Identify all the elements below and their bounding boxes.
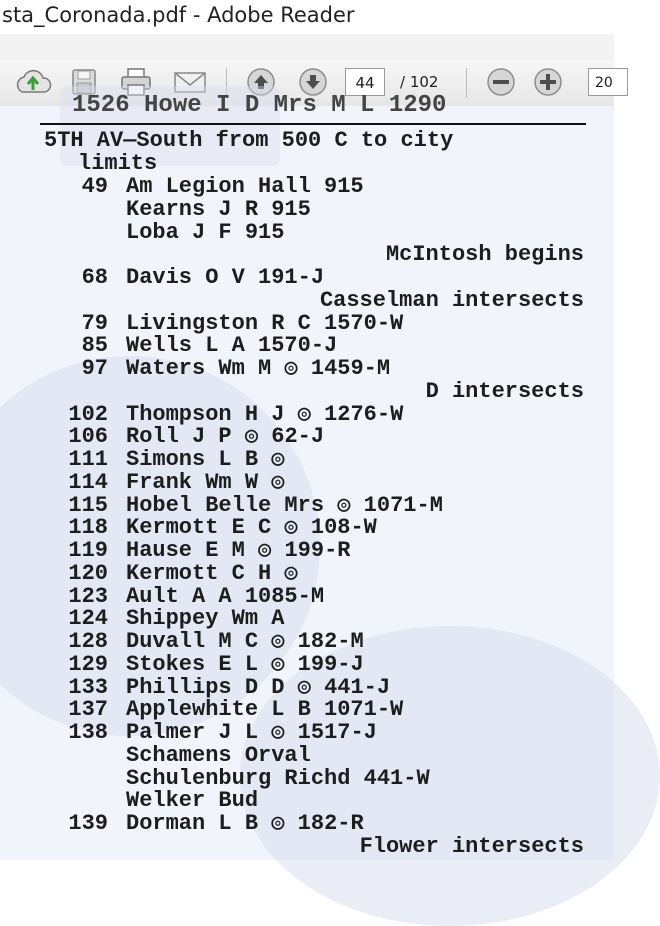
page-count: 102 bbox=[409, 73, 439, 91]
resident-name: Davis O V 191-J bbox=[126, 265, 325, 290]
house-number: 138 bbox=[68, 720, 108, 745]
house-number: 115 bbox=[68, 492, 108, 518]
house-number: 139 bbox=[68, 811, 108, 836]
resident-name: Loba J F 915 bbox=[126, 219, 285, 245]
cloud-upload-button[interactable] bbox=[12, 66, 54, 98]
resident-name: Kermott C H ◎ bbox=[126, 560, 298, 586]
resident-name: Welker Bud bbox=[126, 788, 259, 814]
house-number: 85 bbox=[81, 333, 108, 359]
resident-name: Schamens Orval bbox=[126, 742, 311, 768]
resident-name: Ault A A 1085-M bbox=[126, 583, 325, 609]
resident-name: Duvall M C ◎ 182-M bbox=[126, 629, 364, 654]
house-number: 120 bbox=[68, 560, 108, 586]
house-number: 68 bbox=[81, 265, 108, 290]
intersection-note: Flower intersects bbox=[359, 833, 584, 859]
window-titlebar bbox=[0, 0, 614, 34]
page-total bbox=[400, 73, 438, 91]
resident-name: Roll J P ◎ 62-J bbox=[126, 424, 325, 450]
resident-name: Stokes E L ◎ 199-J bbox=[126, 651, 364, 677]
cloud-upload-icon bbox=[13, 67, 53, 97]
resident-name: Am Legion Hall 915 bbox=[126, 174, 364, 199]
resident-name: Hause E M ◎ 199-R bbox=[126, 538, 351, 563]
resident-name: Simons L B ◎ bbox=[126, 447, 285, 472]
page-number-input[interactable]: 44 bbox=[345, 68, 385, 96]
resident-name: Hobel Belle Mrs ◎ 1071-M bbox=[126, 492, 443, 518]
document-view[interactable] bbox=[0, 92, 614, 860]
resident-name: Kermott E C ◎ 108-W bbox=[126, 515, 377, 541]
resident-name: Waters Wm M ◎ 1459-M bbox=[126, 356, 391, 381]
house-number: 133 bbox=[68, 674, 108, 700]
resident-name: Thompson H J ◎ 1276-W bbox=[126, 401, 404, 427]
resident-name: Kearns J R 915 bbox=[126, 196, 311, 222]
intersection-note: McIntosh begins bbox=[385, 242, 584, 268]
intersection-note: Casselman intersects bbox=[319, 287, 584, 313]
resident-name: Phillips D D ◎ 441-J bbox=[126, 674, 391, 700]
house-number: 106 bbox=[68, 424, 108, 450]
house-number: 97 bbox=[81, 356, 108, 381]
toolbar-separator bbox=[466, 68, 467, 98]
street-heading-continuation: limits bbox=[78, 151, 158, 176]
house-number: 123 bbox=[68, 583, 108, 609]
intersection-note: D intersects bbox=[425, 378, 584, 404]
zoom-out-button[interactable] bbox=[483, 66, 519, 98]
house-number: 124 bbox=[68, 606, 108, 632]
menu-bar bbox=[0, 34, 614, 61]
house-number: 111 bbox=[68, 447, 108, 472]
house-number: 137 bbox=[68, 697, 108, 723]
house-number: 49 bbox=[81, 174, 108, 199]
house-number: 102 bbox=[68, 401, 108, 427]
zoom-in-button[interactable] bbox=[530, 66, 566, 98]
column-rule bbox=[40, 123, 586, 125]
resident-name: Palmer J L ◎ 1517-J bbox=[126, 720, 377, 745]
resident-name: Frank Wm W ◎ bbox=[126, 469, 285, 495]
cut-off-top-line: 1526 Howe I D Mrs M L 1290 bbox=[72, 92, 447, 119]
house-number: 119 bbox=[68, 538, 108, 563]
resident-name: Livingston R C 1570-W bbox=[126, 310, 404, 336]
resident-name: Applewhite L B 1071-W bbox=[126, 697, 404, 723]
page-separator: / bbox=[400, 73, 406, 91]
window-title: sta_Coronada.pdf - Adobe Reader bbox=[2, 3, 355, 27]
zoom-out-icon bbox=[485, 66, 517, 98]
house-number: 129 bbox=[68, 651, 108, 677]
resident-name: Dorman L B ◎ 182-R bbox=[126, 811, 364, 836]
zoom-in-icon bbox=[532, 66, 564, 98]
house-number: 79 bbox=[81, 310, 108, 336]
resident-name: Shippey Wm A bbox=[126, 606, 285, 632]
resident-name: Wells L A 1570-J bbox=[126, 333, 338, 359]
street-heading: 5TH AV—South from 500 C to city bbox=[44, 128, 454, 153]
resident-name: Schulenburg Richd 441-W bbox=[126, 765, 430, 791]
house-number: 128 bbox=[68, 629, 108, 654]
house-number: 114 bbox=[68, 469, 108, 495]
house-number: 118 bbox=[68, 515, 108, 541]
zoom-level-input[interactable]: 20 bbox=[588, 68, 628, 96]
